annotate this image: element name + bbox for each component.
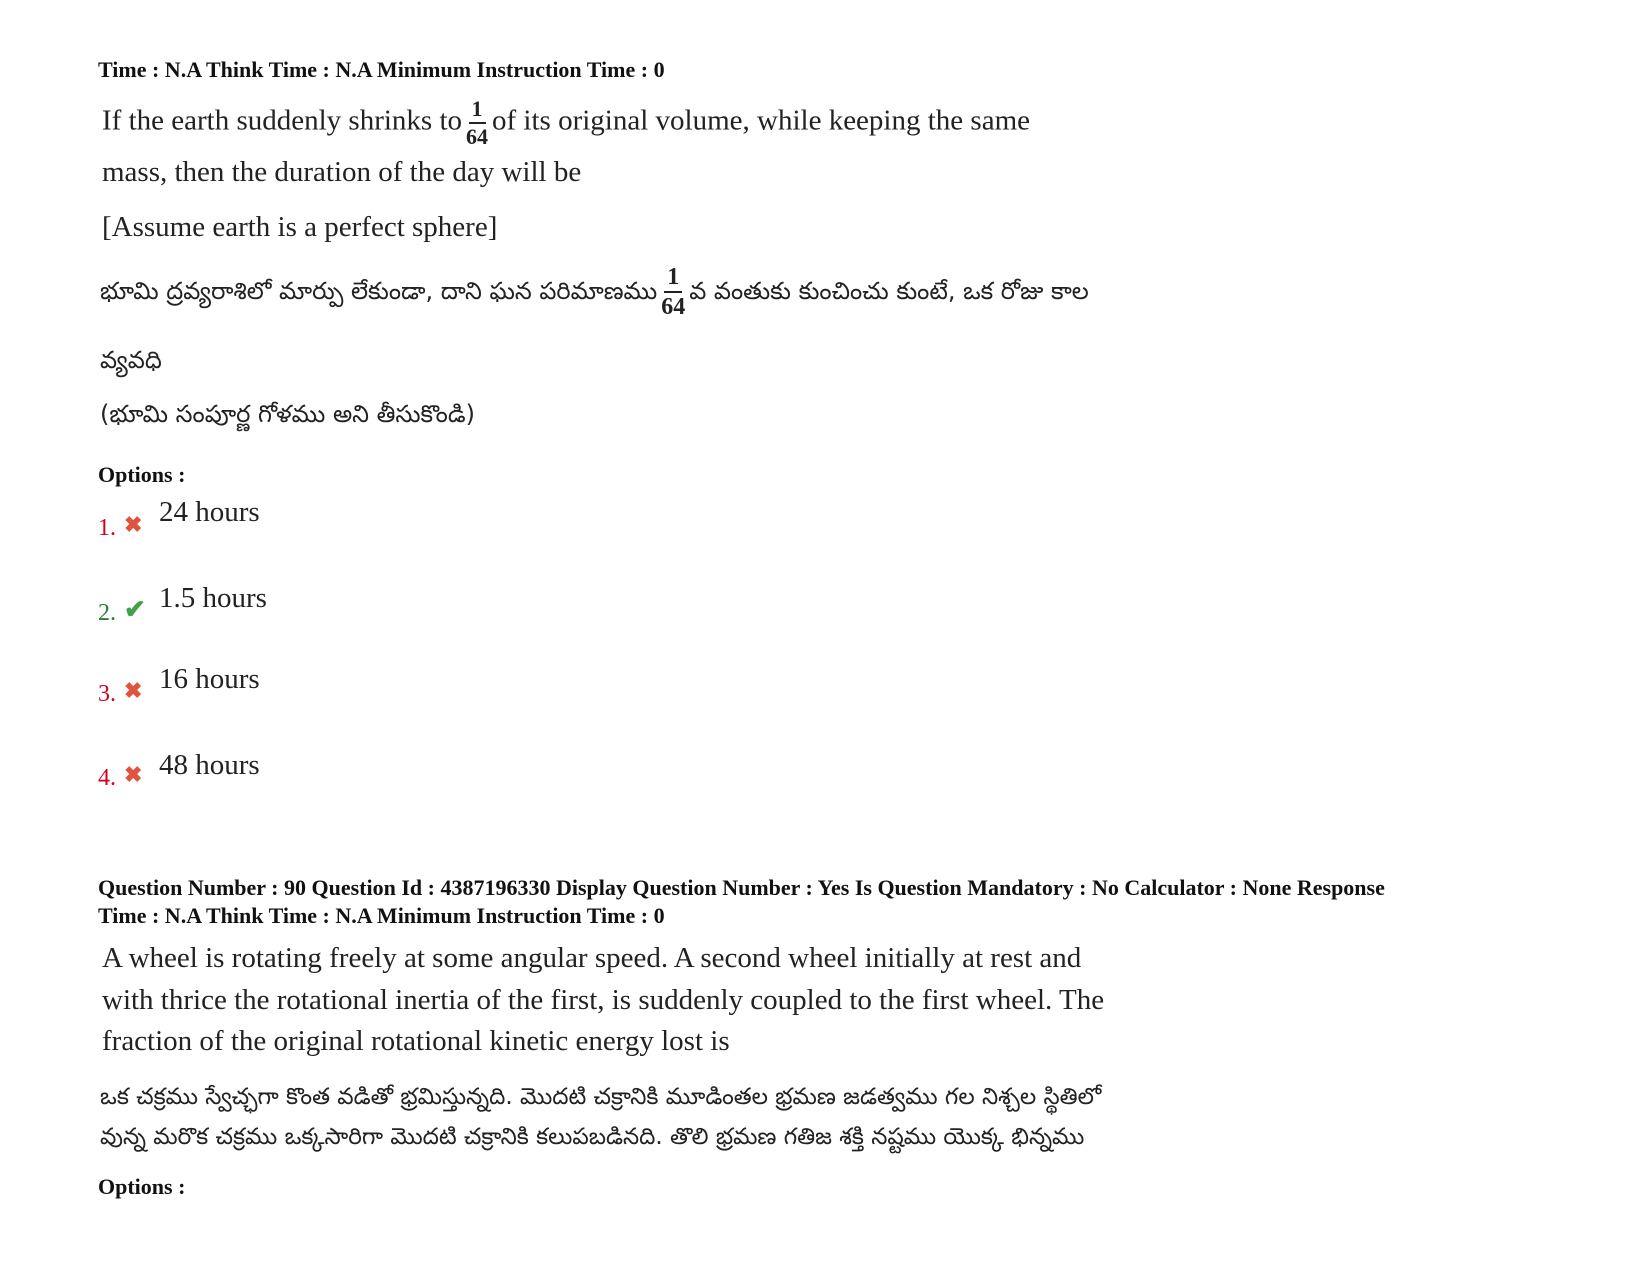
option-number: 3. bbox=[98, 681, 116, 707]
q89-telugu-assume: (భూమి సంపూర్ణ గోళము అని తీసుకొండి) bbox=[100, 400, 475, 428]
q89-fraction bbox=[466, 98, 488, 148]
q89-telugu-text-after: వ వంతుకు కుంచించు కుంటే, ఒక రోజు కాల bbox=[689, 277, 1089, 305]
option-number: 2. bbox=[98, 600, 116, 626]
q89-options-label: Options : bbox=[98, 462, 186, 487]
q89-english-text-after: of its original volume, while keeping the same bbox=[492, 104, 1031, 137]
option-number: 1. bbox=[98, 515, 116, 541]
q90-meta-time: Time : N.A Think Time : N.A Minimum Instruction Time : 0 bbox=[98, 903, 665, 928]
q89-english-text-before: If the earth suddenly shrinks to bbox=[102, 104, 463, 137]
q89-telugu-line2: వ్యవధి bbox=[100, 346, 162, 374]
cross-icon: ✖ bbox=[124, 678, 143, 703]
q89-english-line2: mass, then the duration of the day will be bbox=[102, 156, 582, 188]
fraction-numerator: 1 bbox=[664, 265, 682, 293]
q89-telugu-text-before: భూమి ద్రవ్యరాశిలో మార్పు లేకుండా, దాని ఘన పరిమాణము bbox=[100, 277, 658, 305]
q90-telugu-line1: ఒక చక్రము స్వేచ్ఛగా కొంత వడితో భ్రమిస్తున్నది. మొదటి చక్రానికి మూడింతల భ్రమణ జడత్వము గల నిశ్చల స్థితిలో bbox=[100, 1084, 1102, 1110]
q89-meta-time: Time : N.A Think Time : N.A Minimum Instruction Time : 0 bbox=[98, 57, 665, 82]
option-number: 4. bbox=[98, 765, 116, 791]
option-text: 48 hours bbox=[159, 749, 260, 781]
fraction-denominator: 64 bbox=[466, 124, 489, 149]
q89-telugu-fraction bbox=[661, 265, 685, 319]
fraction-denominator: 64 bbox=[661, 294, 686, 320]
q89-english-assume: [Assume earth is a perfect sphere] bbox=[102, 211, 498, 243]
check-icon: ✔ bbox=[124, 595, 146, 624]
option-text: 24 hours bbox=[159, 496, 260, 528]
cross-icon: ✖ bbox=[124, 762, 143, 787]
q90-options-label: Options : bbox=[98, 1174, 186, 1199]
q89-telugu-line1 bbox=[100, 265, 1089, 319]
option-text: 16 hours bbox=[159, 663, 260, 695]
q90-english-line2: with thrice the rotational inertia of the first, is suddenly coupled to the first wheel. The bbox=[102, 984, 1105, 1016]
cross-icon: ✖ bbox=[124, 512, 143, 537]
q90-english-line3: fraction of the original rotational kinetic energy lost is bbox=[102, 1025, 730, 1057]
q90-meta-header: Question Number : 90 Question Id : 4387196330 Display Question Number : Yes Is Question Mandatory : No Calculator : None Response bbox=[98, 875, 1385, 900]
q90-telugu-line2: వున్న మరొక చక్రము ఒక్కసారిగా మొదటి చక్రానికి కలుపబడినది. తొలి భ్రమణ గతిజ శక్తి నష్టము యొక్క భిన్నము bbox=[100, 1124, 1085, 1150]
option-text: 1.5 hours bbox=[159, 582, 267, 614]
q89-english-line1 bbox=[102, 98, 1030, 148]
q90-english-line1: A wheel is rotating freely at some angular speed. A second wheel initially at rest and bbox=[102, 942, 1082, 974]
fraction-numerator: 1 bbox=[469, 98, 486, 124]
